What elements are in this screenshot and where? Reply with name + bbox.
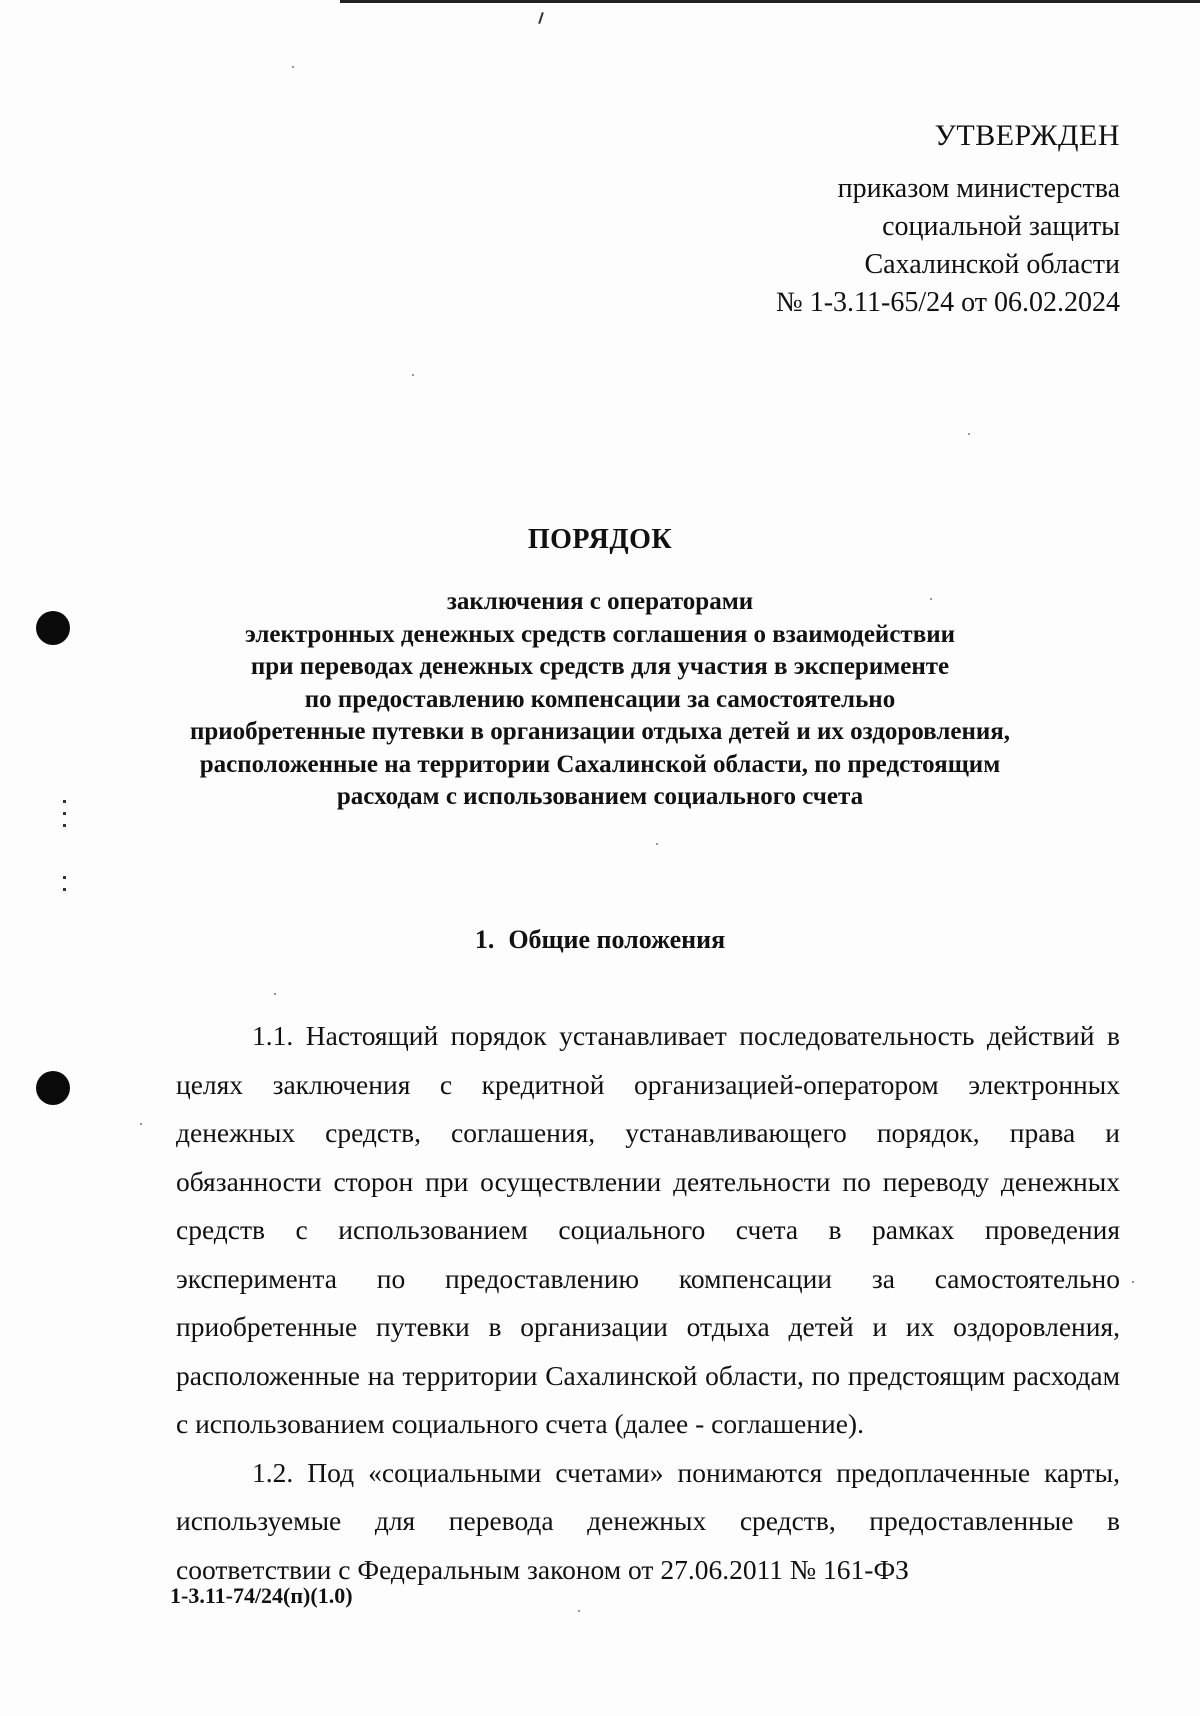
scan-mark <box>538 12 544 24</box>
scan-edge-line <box>340 0 1200 3</box>
margin-specks <box>63 800 67 836</box>
document-subtitle-line: электронных денежных средств соглашения о взаимодействии <box>244 620 956 648</box>
approval-stamp-block <box>776 118 1120 322</box>
scan-speck <box>656 843 658 845</box>
document-subtitle-line: по предоставлению компенсации за самостоятельно <box>304 685 896 713</box>
scan-speck <box>274 993 276 995</box>
scan-speck <box>578 1610 580 1612</box>
document-subtitle-line: расходам с использованием социального счета <box>336 783 864 810</box>
document-subtitle-line: заключения с операторами <box>446 588 754 615</box>
document-subtitle-line: приобретенные путевки в организации отдыха детей и их оздоровления, <box>189 718 1011 745</box>
document-title-block <box>150 522 1050 814</box>
paragraph-1-1: 1.1. Настоящий порядок устанавливает последовательность действий в целях заключения с кредитной организацией-оператором электронных денежных средств, соглашения, устанавливающего порядок, права и обязанности сторон при осуществлении деятельности по переводу денежных средств с использованием социального счета в рамках проведения эксперимента по предоставлению компенсации за самостоятельно приобретенные путевки в организации отдыха детей и их оздоровления, расположенные на территории Сахалинской области, по предстоящим расходам с использованием социального счета (далее - соглашение). <box>176 1020 1120 1439</box>
approval-order-number: № 1-3.11-65/24 от 06.02.2024 <box>776 287 1120 318</box>
scan-speck <box>1132 1281 1134 1283</box>
document-subtitle-line: расположенные на территории Сахалинской области, по предстоящим <box>199 750 1001 778</box>
approval-line: социальной защиты <box>882 211 1120 242</box>
section-number: 1. <box>474 925 495 954</box>
document-title: ПОРЯДОК <box>527 524 673 555</box>
approval-title: УТВЕРЖДЕН <box>934 119 1120 152</box>
document-footer-code: 1-3.11-74/24(п)(1.0) <box>170 1583 353 1608</box>
paragraph-1-2: 1.2. Под «социальными счетами» понимаются предоплаченные карты, используемые для перевода денежных средств, предоставленные в соответствии с Федеральным законом от 27.06.2011 № 161-ФЗ <box>176 1456 1120 1585</box>
approval-line: Сахалинской области <box>864 249 1120 280</box>
document-subtitle-line: при переводах денежных средств для участия в эксперименте <box>250 653 950 680</box>
approval-line: приказом министерства <box>837 173 1120 204</box>
scan-speck <box>292 66 294 68</box>
punch-hole-mark <box>36 1071 70 1105</box>
section-heading <box>150 924 1050 956</box>
scan-speck <box>140 1123 142 1125</box>
section-title: Общие положения <box>508 925 726 954</box>
margin-specks <box>63 876 67 900</box>
scan-speck <box>412 374 414 376</box>
section-body <box>176 1012 1120 1594</box>
scan-speck <box>968 433 970 435</box>
punch-hole-mark <box>36 611 70 645</box>
